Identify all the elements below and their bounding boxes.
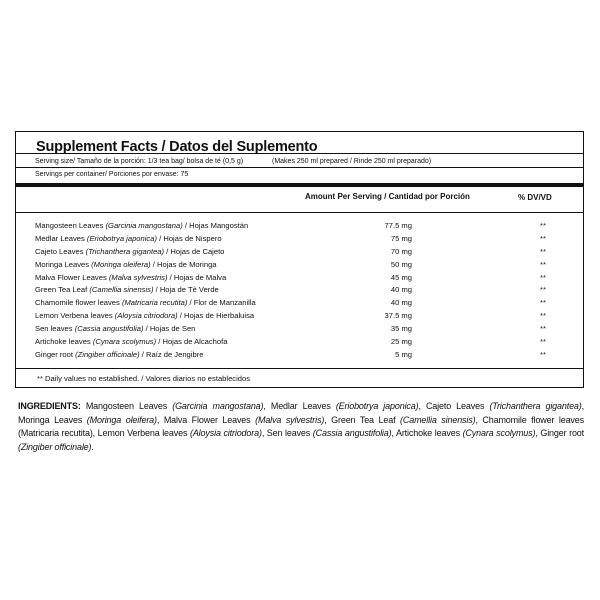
amount-per-serving-header: Amount Per Serving / Cantidad por Porción: [305, 192, 470, 201]
nutrient-amount: 70 mg: [390, 246, 412, 256]
ingredients-text: , Artichoke leaves: [391, 428, 463, 438]
nutrient-amount: 75 mg: [390, 233, 412, 243]
ingredients-latin: (Moringa oleifera): [86, 414, 157, 425]
daily-value-header: % DV/VD: [518, 193, 552, 202]
nutrient-name: Ginger root (Zingiber officinale) / Raíz de Jengibre: [35, 349, 204, 359]
nutrient-dv: **: [540, 298, 546, 308]
ingredients-text: , Ginger root: [535, 428, 585, 438]
nutrient-amount: 77.5 mg: [384, 221, 412, 230]
daily-value-footnote: ** Daily values no established. / Valores diarios no establecidos: [37, 374, 251, 383]
thick-divider: [16, 368, 583, 369]
nutrient-name: Mangosteen Leaves (Garcinia mangostana) / Hojas Mangostán: [35, 221, 249, 230]
nutrient-row: [16, 284, 583, 297]
ingredients-text: , Moringa Leaves: [18, 401, 584, 425]
ingredients-paragraph: [18, 400, 584, 454]
nutrient-row: [16, 220, 583, 233]
nutrient-dv: **: [540, 337, 546, 347]
nutrient-amount: 5 mg: [395, 349, 412, 359]
nutrient-row: [16, 246, 583, 259]
ingredients-latin: (Zingiber officinale): [18, 441, 92, 452]
ingredients-text: , Chamomile flower leaves (Matricaria recutita), Lemon Verbena leaves: [18, 414, 584, 438]
ingredients-label: INGREDIENTS:: [18, 401, 81, 411]
nutrient-dv: **: [540, 259, 546, 269]
serving-size: [35, 158, 432, 165]
nutrient-name: Green Tea Leaf (Camellia sinensis) / Hoja de Tè Verde: [35, 285, 219, 295]
nutrient-row: [16, 336, 583, 349]
nutrient-name: Artichoke leaves (Cynara scolymus) / Hojas de Alcachofa: [35, 337, 228, 347]
nutrient-dv: **: [540, 221, 546, 230]
nutrient-dv: **: [540, 285, 546, 295]
nutrient-amount: 40 mg: [390, 298, 412, 308]
nutrient-name: Chamomile flower leaves (Matricaria recutita) / Flor de Manzanilla: [35, 298, 256, 308]
nutrient-row: [16, 259, 583, 272]
thick-divider: [16, 183, 583, 187]
ingredients-text: .: [91, 441, 94, 452]
nutrient-row: [16, 272, 583, 285]
nutrient-dv: **: [540, 272, 546, 282]
servings-per-container: Servings per container/ Porciones por envase: 75: [35, 171, 189, 178]
nutrient-row: [16, 297, 583, 310]
nutrient-amount: 35 mg: [390, 324, 412, 334]
ingredients-latin: (Trichanthera gigantea): [489, 401, 582, 411]
nutrient-row: [16, 349, 583, 362]
nutrient-name: Lemon Verbena leaves (Aloysia citriodora) / Hojas de Hierbaluisa: [35, 311, 255, 321]
nutrient-name: Malva Flower Leaves (Malva sylvestris) / Hojas de Malva: [35, 272, 227, 282]
ingredients-text: , Green Tea Leaf: [324, 414, 401, 425]
serving-prepared-text: (Makes 250 ml prepared / Rinde 250 ml preparado): [272, 158, 432, 165]
nutrient-name: Cajeto Leaves (Trichanthera gigantea) / Hojas de Cajeto: [35, 246, 225, 256]
ingredients-latin: (Malva sylvestris): [255, 414, 325, 425]
ingredients-text: , Medlar Leaves: [263, 401, 336, 411]
nutrient-amount: 45 mg: [390, 272, 412, 282]
nutrient-dv: **: [540, 324, 546, 334]
nutrient-dv: **: [540, 311, 546, 321]
nutrient-dv: **: [540, 233, 546, 243]
nutrient-amount: 40 mg: [390, 285, 412, 295]
nutrient-dv: **: [540, 246, 546, 256]
ingredients-text: , Cajeto Leaves: [418, 401, 490, 411]
nutrient-name: Medlar Leaves (Eriobotrya japonica) / Hojas de Nispero: [35, 233, 222, 243]
panel-title: Supplement Facts / Datos del Suplemento: [36, 139, 318, 155]
nutrient-amount: 50 mg: [390, 259, 412, 269]
nutrient-amount: 25 mg: [390, 337, 412, 347]
ingredients-text: , Malva Flower Leaves: [156, 414, 256, 425]
divider: [16, 167, 583, 168]
nutrient-name: Moringa Leaves (Moringa oleifera) / Hojas de Moringa: [35, 259, 217, 269]
ingredients-latin: (Cynara scolymus): [462, 428, 536, 438]
ingredients-latin: (Cassia angustifolia): [312, 428, 392, 438]
ingredients-text: Mangosteen Leaves: [80, 401, 173, 411]
divider: [16, 153, 583, 154]
nutrient-rows: [16, 220, 583, 362]
nutrient-row: [16, 323, 583, 336]
ingredients-latin: (Eriobotrya japonica): [335, 401, 419, 411]
supplement-facts-panel: [15, 131, 584, 388]
ingredients-text: , Sen leaves: [261, 428, 313, 438]
nutrient-row: [16, 310, 583, 323]
serving-size-text: Serving size/ Tamaño de la porción: 1/3 tea bag/ bolsa de té (0,5 g): [35, 158, 244, 165]
ingredients-latin: (Garcinia mangostana): [172, 401, 264, 411]
divider: [16, 212, 583, 213]
ingredients-latin: (Camellia sinensis): [400, 414, 476, 425]
nutrient-name: Sen leaves (Cassia angustifolia) / Hojas de Sen: [35, 324, 196, 334]
nutrient-dv: **: [540, 349, 546, 359]
ingredients-latin: (Aloysia citriodora): [189, 428, 262, 438]
nutrient-amount: 37.5 mg: [384, 311, 412, 321]
nutrient-row: [16, 233, 583, 246]
